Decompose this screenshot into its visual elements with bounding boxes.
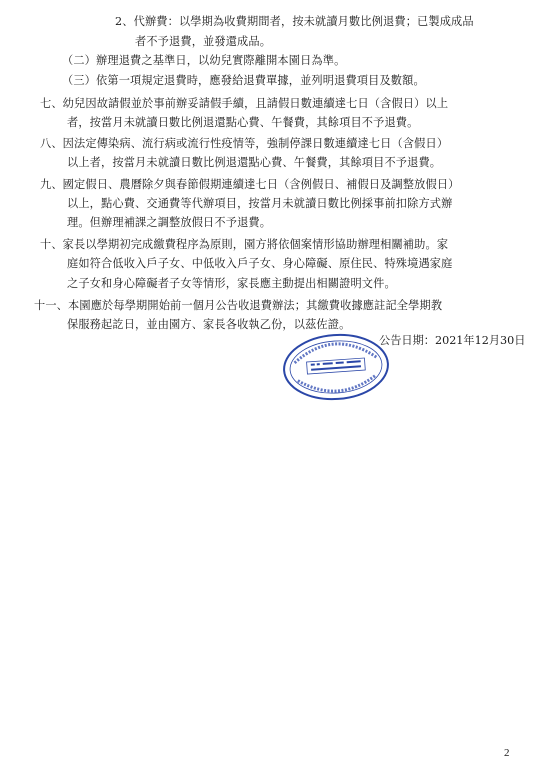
item-8-line2: 以上者，按當月未就讀日數比例退還點心費、午餐費，其餘項目不予退費。 bbox=[67, 156, 442, 169]
announcement-date-label: 公告日期： bbox=[379, 334, 435, 347]
official-seal-stamp bbox=[279, 328, 394, 406]
item-11-line2: 保服務起訖日，並由園方、家長各收執乙份，以茲佐證。 bbox=[67, 318, 351, 331]
item-9-line3: 理。但辦理補課之調整放假日不予退費。 bbox=[67, 216, 272, 229]
item-9-line2: 以上，點心費、交通費等代辦項目，按當月未就讀日數比例採事前扣除方式辦 bbox=[67, 197, 453, 210]
item-6-1-2-line1: 2、代辦費：以學期為收費期間者，按未就讀月數比例退費；已製成成品 bbox=[115, 15, 474, 28]
item-9-line1: 九、國定假日、農曆除夕與春節假期連續達七日（含例假日、補假日及調整放假日） bbox=[40, 178, 460, 191]
item-11-line1: 十一、本園應於每學期開始前一個月公告收退費辦法；其繳費收據應註記全學期教 bbox=[34, 299, 443, 312]
announcement-date-line bbox=[379, 332, 525, 350]
page-number: 2 bbox=[504, 747, 510, 759]
item-8-line1: 八、因法定傳染病、流行病或流行性疫情等，強制停課日數連續達七日（含假日） bbox=[40, 137, 449, 150]
item-6-3: （三）依第一項規定退費時，應發給退費單據，並列明退費項目及數額。 bbox=[62, 74, 425, 87]
item-7-line1: 七、幼兒因故請假並於事前辦妥請假手續，且請假日數連續達七日（含假日）以上 bbox=[40, 97, 449, 110]
item-6-2: （二）辦理退費之基準日，以幼兒實際離開本園日為準。 bbox=[62, 54, 346, 67]
item-10-line2: 庭如符合低收入戶子女、中低收入戶子女、身心障礙、原住民、特殊境遇家庭 bbox=[67, 257, 453, 270]
item-6-1-2-line2: 者不予退費，並發還成品。 bbox=[135, 35, 272, 48]
item-10-line1: 十、家長以學期初完成繳費程序為原則，園方將依個案情形協助辦理相關補助。家 bbox=[40, 238, 449, 251]
item-10-line3: 之子女和身心障礙者子女等情形，家長應主動提出相關證明文件。 bbox=[67, 277, 396, 290]
item-7-line2: 者，按當月未就讀日數比例退還點心費、午餐費，其餘項目不予退費。 bbox=[67, 116, 419, 129]
announcement-date: 2021年12月30日 bbox=[434, 334, 526, 347]
